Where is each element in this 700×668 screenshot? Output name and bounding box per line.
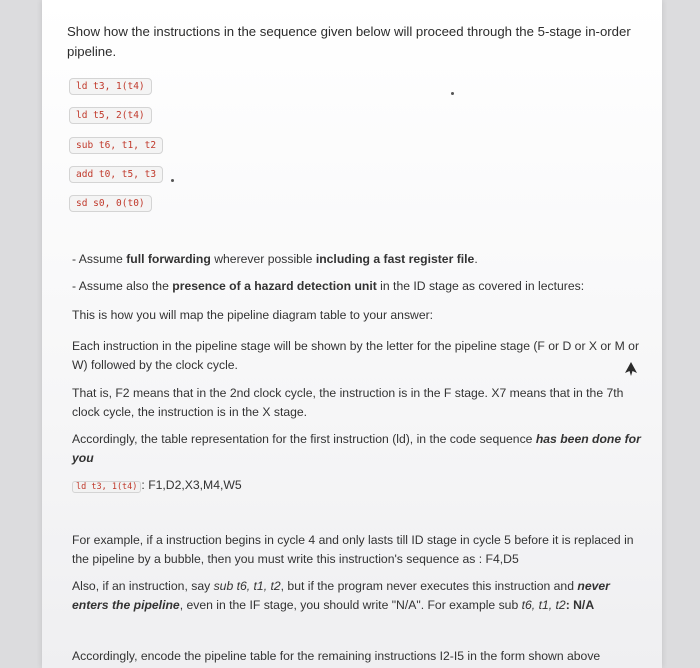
instruction-4: add t0, t5, t3 [69, 166, 163, 183]
stray-dot [171, 179, 174, 182]
stray-dot [451, 92, 454, 95]
first-instruction-example: ld t3, 1(t4) : F1,D2,X3,M4,W5 [72, 476, 642, 497]
assumption-hazard-unit: - Assume also the presence of a hazard detection unit in the ID stage as covered in lectures: [72, 279, 585, 293]
instruction-1: ld t3, 1(t4) [69, 78, 152, 95]
final-instruction-text: Accordingly, encode the pipeline table for the remaining instructions I2-I5 in the form shown above [72, 649, 601, 663]
mapping-intro: This is how you will map the pipeline diagram table to your answer: [72, 308, 434, 322]
na-example-text: Also, if an instruction, say sub t6, t1, t2, but if the program never executes this instruction and never enters the pipeline, even in the IF stage, you should write "N/A". For example sub t6, t1, t2: N/A [72, 579, 610, 612]
that-is-text: That is, F2 means that in the 2nd clock cycle, the instruction is in the F stage. X7 means that in the 7th clock cycle, the instruction is in the X stage. [72, 386, 624, 419]
assumption-forwarding: - Assume full forwarding wherever possible including a fast register file. [72, 252, 478, 266]
instruction-2: ld t5, 2(t4) [69, 107, 152, 124]
question-text: Show how the instructions in the sequence given below will proceed through the 5-stage in-order pipeline. [67, 24, 631, 59]
mouse-pointer-icon [624, 361, 638, 377]
example-code: ld t3, 1(t4) [72, 481, 141, 493]
bubble-example-text: For example, if a instruction begins in cycle 4 and only lasts till ID stage in cycle 5 before it is replaced in the pipeline by a bubble, then you must write this instruction's sequence as : F4,D5 [72, 533, 634, 566]
each-instruction-text: Each instruction in the pipeline stage will be shown by the letter for the pipeline stage (F or D or X or M or W) followed by the clock cycle. [72, 339, 640, 372]
question-page [42, 0, 662, 668]
instruction-3: sub t6, t1, t2 [69, 137, 163, 154]
instruction-5: sd s0, 0(t0) [69, 195, 152, 212]
accordingly-first: Accordingly, the table representation for the first instruction (ld), in the code sequence has been done for you [72, 432, 641, 465]
